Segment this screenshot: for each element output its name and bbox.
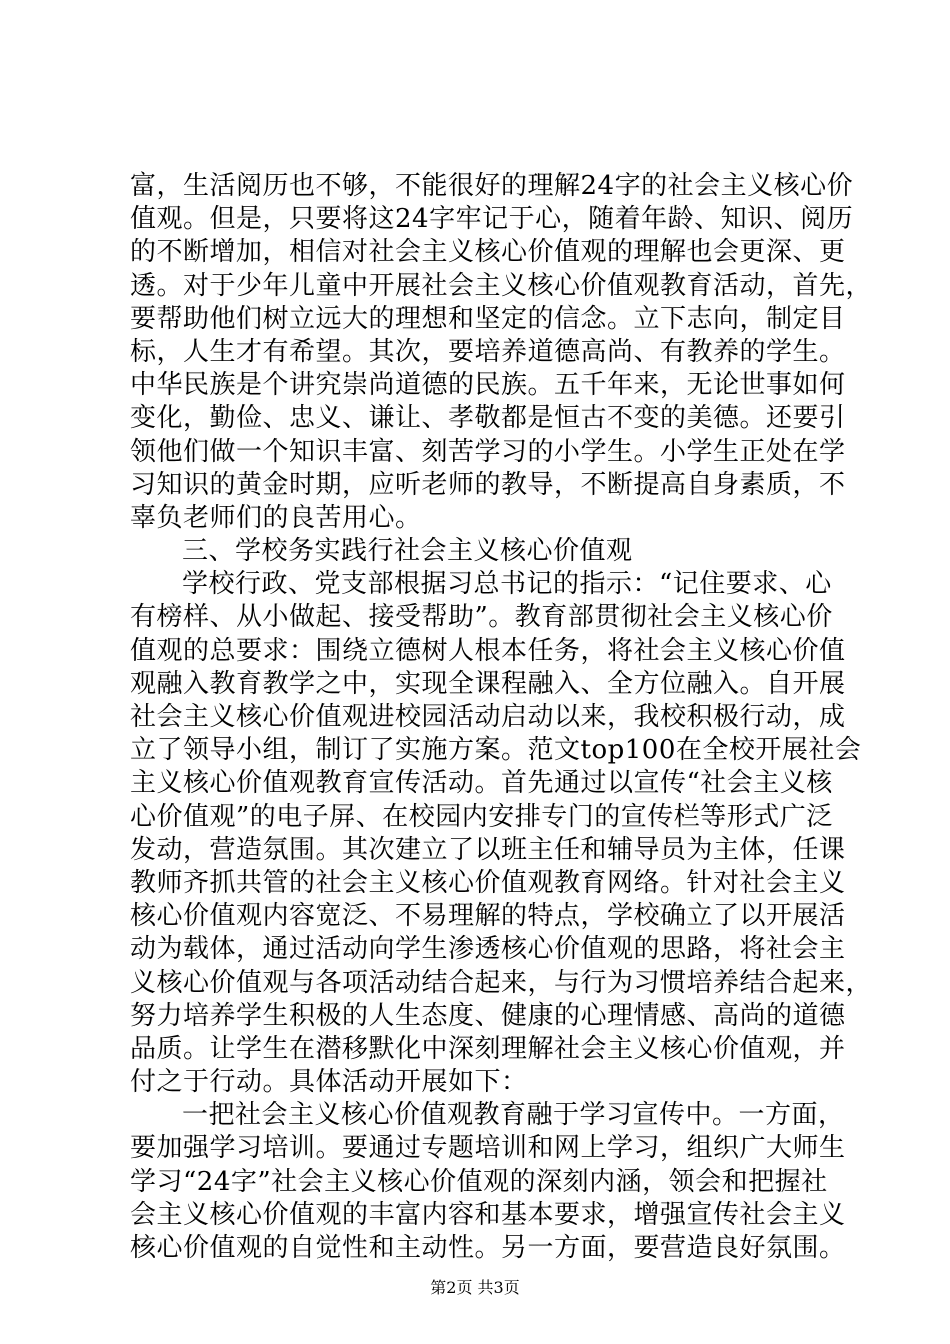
paragraph-start-line: 学校行政、党支部根据习总书记的指示：“记住要求、心 [182, 569, 832, 600]
text-line: 领他们做一个知识丰富、刻苦学习的小学生。小学生正处在学 [130, 436, 846, 467]
text-line: 值观的总要求：围绕立德树人根本任务，将社会主义核心价值 [130, 635, 846, 666]
text-line: 中华民族是个讲究崇尚道德的民族。五千年来，无论世事如何 [130, 370, 846, 401]
text-line: 付之于行动。具体活动开展如下： [130, 1067, 528, 1098]
page-number-label: 第2页 共3页 [430, 1278, 520, 1297]
text-line: 会主义核心价值观的丰富内容和基本要求，增强宣传社会主义 [130, 1199, 846, 1230]
text-line: 观融入教育教学之中，实现全课程融入、全方位融入。自开展 [130, 668, 846, 699]
text-line: 习知识的黄金时期，应听老师的教导，不断提高自身素质，不 [130, 469, 846, 500]
text-line: 富，生活阅历也不够，不能很好的理解24字的社会主义核心价 [130, 171, 854, 201]
text-line: 要加强学习培训。要通过专题培训和网上学习，组织广大师生 [130, 1133, 846, 1164]
text-line: 透。对于少年儿童中开展社会主义核心价值观教育活动，首先， [130, 270, 873, 301]
text-line: 核心价值观内容宽泛、不易理解的特点，学校确立了以开展活 [130, 901, 846, 932]
text-line: 立了领导小组，制订了实施方案。范文top100在全校开展社会 [130, 735, 862, 766]
document-body [130, 170, 873, 1265]
text-line: 发动，营造氛围。其次建立了以班主任和辅导员为主体，任课 [130, 834, 846, 865]
text-line: 变化，勤俭、忠义、谦让、孝敬都是恒古不变的美德。还要引 [130, 403, 846, 434]
text-line: 社会主义核心价值观进校园活动启动以来，我校积极行动，成 [130, 702, 846, 732]
text-line: 值观。但是，只要将这24字牢记于心，随着年龄、知识、阅历 [130, 204, 854, 235]
page-footer [0, 1278, 950, 1298]
text-line: 学习“24字”社会主义核心价值观的深刻内涵，领会和把握社 [130, 1166, 828, 1197]
text-line: 有榜样、从小做起、接受帮助”。教育部贯彻社会主义核心价 [130, 602, 833, 633]
text-line: 要帮助他们树立远大的理想和坚定的信念。立下志向，制定目 [130, 303, 846, 334]
text-line: 心价值观”的电子屏、在校园内安排专门的宣传栏等形式广泛 [130, 801, 833, 832]
section-heading: 三、学校务实践行社会主义核心价值观 [182, 536, 633, 567]
text-line: 核心价值观的自觉性和主动性。另一方面，要营造良好氛围。 [130, 1233, 846, 1263]
paragraph-start-line: 一把社会主义核心价值观教育融于学习宣传中。一方面， [182, 1100, 845, 1131]
text-line: 辜负老师们的良苦用心。 [130, 502, 422, 533]
text-line: 教师齐抓共管的社会主义核心价值观教育网络。针对社会主义 [130, 867, 846, 898]
text-line: 义核心价值观与各项活动结合起来，与行为习惯培养结合起来， [130, 967, 873, 998]
text-line: 品质。让学生在潜移默化中深刻理解社会主义核心价值观，并 [130, 1033, 846, 1064]
text-line: 努力培养学生积极的人生态度、健康的心理情感、高尚的道德 [130, 1000, 846, 1031]
text-line: 的不断增加，相信对社会主义核心价值观的理解也会更深、更 [130, 237, 846, 268]
text-line: 动为载体，通过活动向学生渗透核心价值观的思路，将社会主 [130, 934, 846, 965]
text-line: 标，人生才有希望。其次，要培养道德高尚、有教养的学生。 [130, 336, 846, 367]
text-line: 主义核心价值观教育宣传活动。首先通过以宣传“社会主义核 [130, 768, 833, 799]
